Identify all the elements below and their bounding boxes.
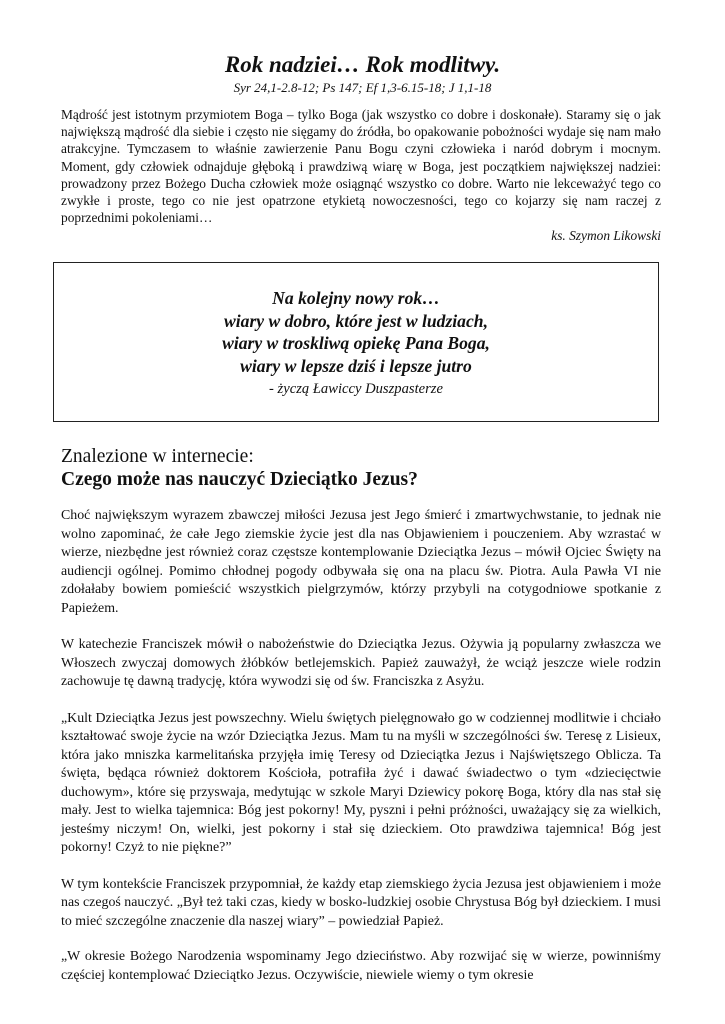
wishes-signature: - życzą Ławiccy Duszpasterze: [269, 381, 443, 397]
intro-author: ks. Szymon Likowski: [551, 228, 661, 243]
article-paragraph: Choć największym wyrazem zbawczej miłości Jezusa jest Jego śmierć i zmartwychwstanie, to jednak nie wolno zapominać, że całe Jego ziemskie życie jest dla nas Objawieniem i pouczeniem. Aby wzrastać w wierze, niezbędne jest również coraz częstsze kontemplowanie Dzieciątka Jezus – mówił Ojciec Święty na audiencji ogólnej. Pomimo chłodnej pogody odbywała się ona na placu św. Piotra. Aula Pawła VI nie zdołałaby bowiem pomieścić wszystkich pielgrzymów, którzy przybyli na cotygodniowe spotkanie z Papieżem.: [61, 508, 661, 616]
article-paragraph: „Kult Dzieciątka Jezus jest powszechny. Wielu świętych pielęgnowało go w codziennej modlitwie i chciało kształtować swoje życie na wzór Dzieciątka Jezus. Mam tu na myśli w szczególności św. Teresę z Lisieux, która jako mniszka karmelitańska przyjęła imię Teresy od Dzieciątka Jezus i Najświętszego Oblicza. Ta święta, będąca również doktorem Kościoła, potrafiła żyć i dawać świadectwo o tym «dziecięctwie duchowym», które się przyswaja, medytując w szkole Maryi Dziewicy pokorę Boga, który dla nas stał się mały. Jest to wielka tajemnica: Bóg jest pokorny! My, pyszni i pełni próżności, uważający się za wielkich, jesteśmy niczym! On, wielki, jest pokorny i stał się dzieckiem. Oto prawdziwa tajemnica! Bóg jest pokorny! Czyż to nie piękne?”: [61, 710, 661, 855]
article-title: Czego może nas nauczyć Dzieciątko Jezus?: [61, 469, 418, 490]
article-paragraph: W katechezie Franciszek mówił o nabożeństwie do Dzieciątka Jezus. Ożywia ją popularny zwłaszcza we Włoszech zwyczaj domowych żłóbków betlejemskich. Papież zauważył, że wciąż jeszcze wiele rodzin zachowuje tę dawną tradycję, która wywodzi się od św. Franciszka z Asyżu.: [61, 637, 661, 689]
scripture-readings: Syr 24,1-2.8-12; Ps 147; Ef 1,3-6.15-18; J 1,1-18: [233, 80, 492, 95]
page-title: Rok nadziei… Rok modlitwy.: [224, 52, 501, 77]
wish-line: wiary w troskliwą opiekę Pana Boga,: [222, 333, 490, 353]
article-paragraph: W tym kontekście Franciszek przypomniał, że każdy etap ziemskiego życia Jezusa jest objawieniem i może nas czegoś nauczyć. „Był też taki czas, kiedy w bosko-ludzkiej osobie Chrystusa Bóg był dzieckiem. I musi to mieć szczególne znaczenie dla naszej wiary” – powiedział Papież.: [61, 876, 661, 929]
article-paragraph: „W okresie Bożego Narodzenia wspominamy Jego dzieciństwo. Aby rozwijać się w wierze, powinniśmy częściej kontemplować Dzieciątko Jezus. Oczywiście, niewiele wiemy o tym okresie: [61, 949, 661, 983]
wish-line: wiary w dobro, które jest w ludziach,: [224, 310, 488, 331]
new-year-wishes-box: [53, 262, 659, 422]
article-body: [61, 507, 661, 1003]
section-kicker: Znalezione w internecie:: [61, 446, 254, 467]
wish-line: Na kolejny nowy rok…: [272, 288, 440, 308]
intro-paragraph: Mądrość jest istotnym przymiotem Boga – tylko Boga (jak wszystko co dobre i doskonałe). Staramy się o jak największą mądrość dla siebie i często nie sięgamy do źródła, bo opakowanie pobożności wydaje się nam mało atrakcyjne. Tymczasem to właśnie zawierzenie Panu Bogu czyni człowieka i naród dobrym i mocnym. Moment, gdy człowiek odnajduje głęboką i prawdziwą wiarę w Boga, jest początkiem największej nadziei: prowadzony przez Bożego Ducha człowiek może osiągnąć wszystko co dobre. Warto nie lekceważyć tego co zwykłe i proste, tego co nie jest opatrzone etykietą nowoczesności, tego co kojarzy się nam raczej z poprzednimi pokoleniami…: [61, 107, 661, 226]
wish-line: wiary w lepsze dziś i lepsze jutro: [240, 355, 472, 376]
